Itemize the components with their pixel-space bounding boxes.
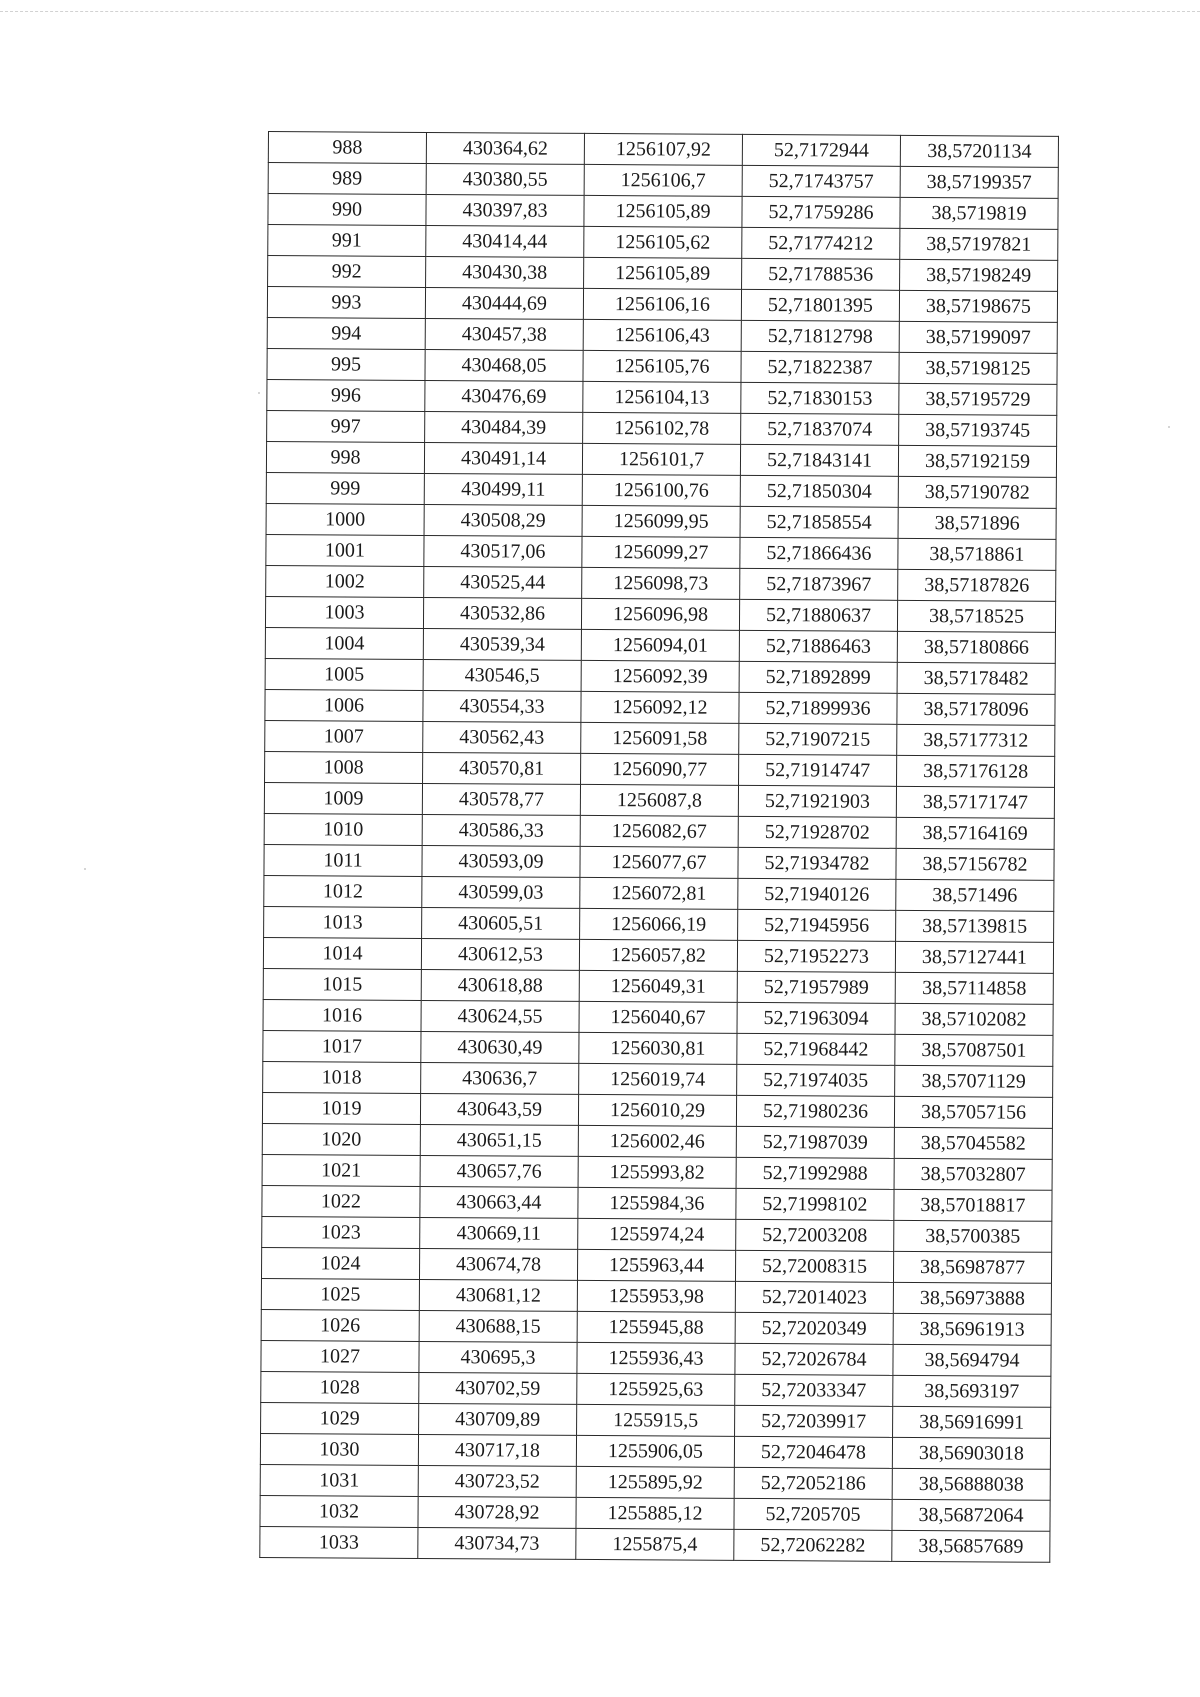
longitude-cell: 38,57201134 (900, 135, 1058, 167)
x-coordinate-cell: 430717,18 (418, 1434, 576, 1466)
point-number-cell: 1008 (265, 751, 423, 783)
y-coordinate-cell: 1256072,81 (580, 877, 738, 909)
y-coordinate-cell: 1256057,82 (579, 939, 737, 971)
table-row (260, 1464, 1050, 1500)
point-number-cell: 1029 (261, 1402, 419, 1434)
x-coordinate-cell: 430663,44 (420, 1186, 578, 1218)
y-coordinate-cell: 1255963,44 (577, 1249, 735, 1281)
longitude-cell: 38,5700385 (894, 1220, 1052, 1252)
longitude-cell: 38,57139815 (896, 910, 1054, 942)
x-coordinate-cell: 430728,92 (418, 1496, 576, 1528)
table-row (268, 163, 1058, 199)
y-coordinate-cell: 1255895,92 (576, 1466, 734, 1498)
x-coordinate-cell: 430630,49 (421, 1031, 579, 1063)
coordinates-table-body (260, 132, 1059, 1563)
latitude-cell: 52,71743757 (742, 165, 900, 197)
table-row (260, 1495, 1050, 1531)
y-coordinate-cell: 1255925,63 (577, 1373, 735, 1405)
point-number-cell: 1002 (266, 565, 424, 597)
table-row (266, 472, 1056, 508)
table-row (263, 1030, 1053, 1066)
longitude-cell: 38,571896 (898, 507, 1056, 539)
longitude-cell: 38,57045582 (894, 1127, 1052, 1159)
longitude-cell: 38,57198675 (899, 290, 1057, 322)
x-coordinate-cell: 430517,06 (424, 535, 582, 567)
point-number-cell: 1026 (261, 1309, 419, 1341)
table-row (261, 1278, 1051, 1314)
table-row (260, 1526, 1050, 1562)
x-coordinate-cell: 430414,44 (426, 225, 584, 257)
point-number-cell: 1024 (261, 1247, 419, 1279)
y-coordinate-cell: 1256105,62 (584, 226, 742, 258)
latitude-cell: 52,72014023 (735, 1281, 893, 1313)
longitude-cell: 38,57032807 (894, 1158, 1052, 1190)
point-number-cell: 1006 (265, 689, 423, 721)
x-coordinate-cell: 430669,11 (420, 1217, 578, 1249)
latitude-cell: 52,71822387 (741, 351, 899, 383)
y-coordinate-cell: 1256102,78 (583, 412, 741, 444)
point-number-cell: 1012 (264, 875, 422, 907)
latitude-cell: 52,7205705 (734, 1498, 892, 1530)
y-coordinate-cell: 1255936,43 (577, 1342, 735, 1374)
latitude-cell: 52,71850304 (740, 475, 898, 507)
y-coordinate-cell: 1256092,39 (581, 660, 739, 692)
y-coordinate-cell: 1256105,89 (584, 257, 742, 289)
x-coordinate-cell: 430709,89 (419, 1403, 577, 1435)
longitude-cell: 38,57187826 (898, 569, 1056, 601)
y-coordinate-cell: 1256049,31 (579, 970, 737, 1002)
point-number-cell: 1017 (263, 1030, 421, 1062)
longitude-cell: 38,57195729 (899, 383, 1057, 415)
latitude-cell: 52,71914747 (739, 754, 897, 786)
x-coordinate-cell: 430599,03 (422, 876, 580, 908)
longitude-cell: 38,57198125 (899, 352, 1057, 384)
table-row (262, 1092, 1052, 1128)
x-coordinate-cell: 430539,34 (423, 628, 581, 660)
y-coordinate-cell: 1255953,98 (577, 1280, 735, 1312)
table-row (266, 503, 1056, 539)
x-coordinate-cell: 430605,51 (422, 907, 580, 939)
x-coordinate-cell: 430636,7 (421, 1062, 579, 1094)
y-coordinate-cell: 1255945,88 (577, 1311, 735, 1343)
point-number-cell: 988 (268, 132, 426, 164)
longitude-cell: 38,5693197 (893, 1375, 1051, 1407)
table-row (262, 1154, 1052, 1190)
longitude-cell: 38,57127441 (895, 941, 1053, 973)
longitude-cell: 38,57071129 (895, 1065, 1053, 1097)
point-number-cell: 1025 (261, 1278, 419, 1310)
table-row (266, 565, 1056, 601)
latitude-cell: 52,71963094 (737, 1002, 895, 1034)
table-row (264, 813, 1054, 849)
point-number-cell: 989 (268, 163, 426, 195)
point-number-cell: 999 (266, 472, 424, 504)
point-number-cell: 1001 (266, 534, 424, 566)
longitude-cell: 38,57198249 (900, 259, 1058, 291)
x-coordinate-cell: 430578,77 (422, 783, 580, 815)
point-number-cell: 1009 (264, 782, 422, 814)
y-coordinate-cell: 1255906,05 (576, 1435, 734, 1467)
point-number-cell: 993 (267, 287, 425, 319)
longitude-cell: 38,57178482 (897, 662, 1055, 694)
x-coordinate-cell: 430681,12 (419, 1279, 577, 1311)
table-row (267, 410, 1057, 446)
longitude-cell: 38,57087501 (895, 1034, 1053, 1066)
x-coordinate-cell: 430702,59 (419, 1372, 577, 1404)
table-row (262, 1185, 1052, 1221)
longitude-cell: 38,5719819 (900, 197, 1058, 229)
y-coordinate-cell: 1256106,7 (584, 164, 742, 196)
latitude-cell: 52,71957989 (737, 971, 895, 1003)
x-coordinate-cell: 430380,55 (426, 163, 584, 195)
point-number-cell: 1018 (263, 1061, 421, 1093)
latitude-cell: 52,71812798 (741, 320, 899, 352)
y-coordinate-cell: 1256077,67 (580, 846, 738, 878)
longitude-cell: 38,57197821 (900, 228, 1058, 260)
longitude-cell: 38,57018817 (894, 1189, 1052, 1221)
y-coordinate-cell: 1256105,89 (584, 195, 742, 227)
table-row (264, 844, 1054, 880)
latitude-cell: 52,71952273 (737, 940, 895, 972)
latitude-cell: 52,71998102 (736, 1188, 894, 1220)
point-number-cell: 995 (267, 348, 425, 380)
x-coordinate-cell: 430695,3 (419, 1341, 577, 1373)
x-coordinate-cell: 430525,44 (424, 566, 582, 598)
x-coordinate-cell: 430546,5 (423, 659, 581, 691)
longitude-cell: 38,57180866 (897, 631, 1055, 663)
x-coordinate-cell: 430554,33 (423, 690, 581, 722)
y-coordinate-cell: 1256066,19 (580, 908, 738, 940)
table-row (261, 1340, 1051, 1376)
x-coordinate-cell: 430484,39 (425, 411, 583, 443)
x-coordinate-cell: 430651,15 (420, 1124, 578, 1156)
y-coordinate-cell: 1255984,36 (578, 1187, 736, 1219)
longitude-cell: 38,571496 (896, 879, 1054, 911)
scan-speck (258, 392, 260, 394)
longitude-cell: 38,56872064 (892, 1499, 1050, 1531)
point-number-cell: 1021 (262, 1154, 420, 1186)
latitude-cell: 52,71992988 (736, 1157, 894, 1189)
longitude-cell: 38,56903018 (892, 1437, 1050, 1469)
table-row (265, 689, 1055, 725)
table-row (264, 782, 1054, 818)
x-coordinate-cell: 430430,38 (426, 256, 584, 288)
longitude-cell: 38,57192159 (898, 445, 1056, 477)
table-row (261, 1309, 1051, 1345)
y-coordinate-cell: 1255885,12 (576, 1497, 734, 1529)
point-number-cell: 1005 (265, 658, 423, 690)
y-coordinate-cell: 1256096,98 (581, 598, 739, 630)
latitude-cell: 52,71968442 (737, 1033, 895, 1065)
x-coordinate-cell: 430723,52 (418, 1465, 576, 1497)
latitude-cell: 52,71759286 (742, 196, 900, 228)
point-number-cell: 996 (267, 379, 425, 411)
y-coordinate-cell: 1255915,5 (577, 1404, 735, 1436)
y-coordinate-cell: 1256104,13 (583, 381, 741, 413)
x-coordinate-cell: 430562,43 (423, 721, 581, 753)
longitude-cell: 38,57199097 (899, 321, 1057, 353)
point-number-cell: 1030 (260, 1433, 418, 1465)
longitude-cell: 38,57057156 (894, 1096, 1052, 1128)
longitude-cell: 38,56987877 (893, 1251, 1051, 1283)
table-row (265, 751, 1055, 787)
x-coordinate-cell: 430657,76 (420, 1155, 578, 1187)
point-number-cell: 1023 (262, 1216, 420, 1248)
latitude-cell: 52,71987039 (736, 1126, 894, 1158)
latitude-cell: 52,71974035 (737, 1064, 895, 1096)
y-coordinate-cell: 1256101,7 (582, 443, 740, 475)
table-row (260, 1433, 1050, 1469)
latitude-cell: 52,7172944 (742, 134, 900, 166)
scan-top-edge (0, 11, 1200, 12)
longitude-cell: 38,56857689 (892, 1530, 1050, 1562)
point-number-cell: 1016 (263, 999, 421, 1031)
y-coordinate-cell: 1256010,29 (578, 1094, 736, 1126)
point-number-cell: 1000 (266, 503, 424, 535)
y-coordinate-cell: 1256030,81 (579, 1032, 737, 1064)
latitude-cell: 52,72026784 (735, 1343, 893, 1375)
table-row (265, 596, 1055, 632)
longitude-cell: 38,57190782 (898, 476, 1056, 508)
latitude-cell: 52,72062282 (734, 1529, 892, 1561)
longitude-cell: 38,57102082 (895, 1003, 1053, 1035)
table-row (266, 441, 1056, 477)
latitude-cell: 52,72039917 (735, 1405, 893, 1437)
point-number-cell: 1022 (262, 1185, 420, 1217)
y-coordinate-cell: 1255993,82 (578, 1156, 736, 1188)
y-coordinate-cell: 1256002,46 (578, 1125, 736, 1157)
latitude-cell: 52,71907215 (739, 723, 897, 755)
x-coordinate-cell: 430734,73 (418, 1527, 576, 1559)
point-number-cell: 997 (267, 410, 425, 442)
longitude-cell: 38,5718525 (897, 600, 1055, 632)
point-number-cell: 1015 (263, 968, 421, 1000)
x-coordinate-cell: 430674,78 (419, 1248, 577, 1280)
point-number-cell: 1020 (262, 1123, 420, 1155)
longitude-cell: 38,57177312 (897, 724, 1055, 756)
longitude-cell: 38,57193745 (899, 414, 1057, 446)
point-number-cell: 1031 (260, 1464, 418, 1496)
longitude-cell: 38,5694794 (893, 1344, 1051, 1376)
point-number-cell: 991 (268, 225, 426, 257)
latitude-cell: 52,72046478 (734, 1436, 892, 1468)
point-number-cell: 1003 (265, 596, 423, 628)
y-coordinate-cell: 1256099,27 (582, 536, 740, 568)
point-number-cell: 1028 (261, 1371, 419, 1403)
longitude-cell: 38,57199357 (900, 166, 1058, 198)
table-row (267, 287, 1057, 323)
table-row (265, 658, 1055, 694)
point-number-cell: 1004 (265, 627, 423, 659)
latitude-cell: 52,71774212 (742, 227, 900, 259)
x-coordinate-cell: 430586,33 (422, 814, 580, 846)
point-number-cell: 1033 (260, 1526, 418, 1558)
point-number-cell: 1032 (260, 1495, 418, 1527)
table-row (268, 225, 1058, 261)
y-coordinate-cell: 1256106,43 (583, 319, 741, 351)
latitude-cell: 52,72020349 (735, 1312, 893, 1344)
y-coordinate-cell: 1256087,8 (580, 784, 738, 816)
y-coordinate-cell: 1256082,67 (580, 815, 738, 847)
y-coordinate-cell: 1256105,76 (583, 350, 741, 382)
table-row (267, 348, 1057, 384)
x-coordinate-cell: 430570,81 (423, 752, 581, 784)
y-coordinate-cell: 1256107,92 (584, 133, 742, 165)
x-coordinate-cell: 430624,55 (421, 1000, 579, 1032)
y-coordinate-cell: 1256094,01 (581, 629, 739, 661)
table-row (267, 379, 1057, 415)
y-coordinate-cell: 1256100,76 (582, 474, 740, 506)
latitude-cell: 52,71866436 (740, 537, 898, 569)
longitude-cell: 38,57176128 (897, 755, 1055, 787)
longitude-cell: 38,57178096 (897, 693, 1055, 725)
x-coordinate-cell: 430491,14 (424, 442, 582, 474)
longitude-cell: 38,56961913 (893, 1313, 1051, 1345)
point-number-cell: 990 (268, 194, 426, 226)
table-row (261, 1247, 1051, 1283)
latitude-cell: 52,72033347 (735, 1374, 893, 1406)
y-coordinate-cell: 1256091,58 (581, 722, 739, 754)
table-row (263, 1061, 1053, 1097)
table-row (261, 1402, 1051, 1438)
y-coordinate-cell: 1256090,77 (581, 753, 739, 785)
table-row (268, 194, 1058, 230)
point-number-cell: 1019 (262, 1092, 420, 1124)
latitude-cell: 52,72052186 (734, 1467, 892, 1499)
y-coordinate-cell: 1256040,67 (579, 1001, 737, 1033)
table-row (263, 968, 1053, 1004)
latitude-cell: 52,71928702 (738, 816, 896, 848)
longitude-cell: 38,56916991 (893, 1406, 1051, 1438)
table-row (265, 627, 1055, 663)
x-coordinate-cell: 430688,15 (419, 1310, 577, 1342)
x-coordinate-cell: 430364,62 (426, 132, 584, 164)
x-coordinate-cell: 430499,11 (424, 473, 582, 505)
latitude-cell: 52,71801395 (741, 289, 899, 321)
x-coordinate-cell: 430397,83 (426, 194, 584, 226)
table-row (263, 937, 1053, 973)
latitude-cell: 52,71880637 (739, 599, 897, 631)
y-coordinate-cell: 1256019,74 (579, 1063, 737, 1095)
latitude-cell: 52,71921903 (738, 785, 896, 817)
latitude-cell: 52,71830153 (741, 382, 899, 414)
latitude-cell: 52,71788536 (742, 258, 900, 290)
y-coordinate-cell: 1256092,12 (581, 691, 739, 723)
x-coordinate-cell: 430444,69 (425, 287, 583, 319)
longitude-cell: 38,57171747 (896, 786, 1054, 818)
point-number-cell: 1010 (264, 813, 422, 845)
latitude-cell: 52,71886463 (739, 630, 897, 662)
table-row (263, 999, 1053, 1035)
point-number-cell: 1014 (263, 937, 421, 969)
point-number-cell: 994 (267, 317, 425, 349)
table-row (264, 875, 1054, 911)
table-row (268, 132, 1058, 168)
table-row (267, 317, 1057, 353)
scan-speck (1168, 426, 1170, 428)
latitude-cell: 52,71858554 (740, 506, 898, 538)
coordinates-table (259, 131, 1059, 1563)
coordinates-table-container (268, 131, 1059, 1558)
latitude-cell: 52,71873967 (740, 568, 898, 600)
x-coordinate-cell: 430643,59 (420, 1093, 578, 1125)
x-coordinate-cell: 430468,05 (425, 349, 583, 381)
x-coordinate-cell: 430457,38 (425, 318, 583, 350)
table-row (262, 1123, 1052, 1159)
table-row (266, 534, 1056, 570)
latitude-cell: 52,71940126 (738, 878, 896, 910)
latitude-cell: 52,71892899 (739, 661, 897, 693)
table-row (262, 1216, 1052, 1252)
latitude-cell: 52,71899936 (739, 692, 897, 724)
longitude-cell: 38,5718861 (898, 538, 1056, 570)
y-coordinate-cell: 1255875,4 (576, 1528, 734, 1560)
x-coordinate-cell: 430618,88 (421, 969, 579, 1001)
table-row (268, 256, 1058, 292)
x-coordinate-cell: 430612,53 (421, 938, 579, 970)
y-coordinate-cell: 1256098,73 (582, 567, 740, 599)
longitude-cell: 38,57114858 (895, 972, 1053, 1004)
latitude-cell: 52,71837074 (741, 413, 899, 445)
x-coordinate-cell: 430532,86 (423, 597, 581, 629)
latitude-cell: 52,72003208 (736, 1219, 894, 1251)
y-coordinate-cell: 1256106,16 (583, 288, 741, 320)
point-number-cell: 1011 (264, 844, 422, 876)
longitude-cell: 38,57156782 (896, 848, 1054, 880)
point-number-cell: 992 (268, 256, 426, 288)
scan-speck (84, 868, 86, 870)
longitude-cell: 38,56888038 (892, 1468, 1050, 1500)
x-coordinate-cell: 430508,29 (424, 504, 582, 536)
x-coordinate-cell: 430476,69 (425, 380, 583, 412)
table-row (261, 1371, 1051, 1407)
latitude-cell: 52,71980236 (736, 1095, 894, 1127)
latitude-cell: 52,71843141 (740, 444, 898, 476)
table-row (264, 906, 1054, 942)
table-row (265, 720, 1055, 756)
longitude-cell: 38,56973888 (893, 1282, 1051, 1314)
point-number-cell: 998 (266, 441, 424, 473)
y-coordinate-cell: 1255974,24 (578, 1218, 736, 1250)
latitude-cell: 52,71945956 (738, 909, 896, 941)
point-number-cell: 1007 (265, 720, 423, 752)
latitude-cell: 52,72008315 (735, 1250, 893, 1282)
x-coordinate-cell: 430593,09 (422, 845, 580, 877)
point-number-cell: 1013 (264, 906, 422, 938)
latitude-cell: 52,71934782 (738, 847, 896, 879)
longitude-cell: 38,57164169 (896, 817, 1054, 849)
point-number-cell: 1027 (261, 1340, 419, 1372)
y-coordinate-cell: 1256099,95 (582, 505, 740, 537)
